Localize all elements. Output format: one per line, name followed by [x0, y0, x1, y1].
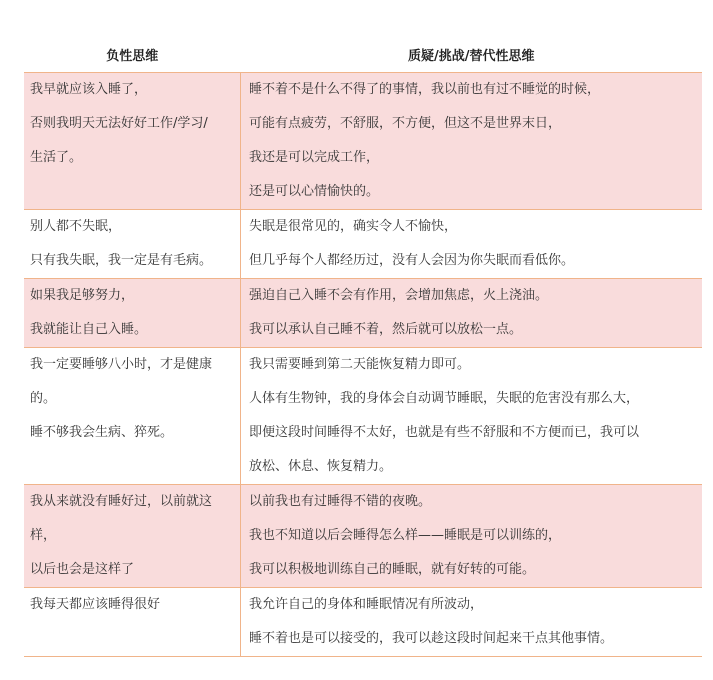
negative-thought-cell [24, 210, 241, 279]
alternative-thought-cell [241, 210, 703, 279]
cell-line: 别人都不失眠， [30, 219, 122, 234]
header-negative-thoughts: 负性思维 [24, 36, 241, 73]
table-row [24, 210, 702, 279]
cell-line: 我每天都应该睡得很好 [30, 597, 161, 612]
cell-line: 否则我明天无法好好工作/学习/ [30, 116, 208, 131]
cell-line: 我一定要睡够八小时，才是健康 [30, 357, 213, 372]
cell-line: 我从来就没有睡好过，以前就这 [30, 494, 213, 509]
table-row [24, 588, 702, 657]
negative-thought-cell [24, 279, 241, 348]
cell-line: 如果我足够努力， [30, 288, 135, 303]
cell-line: 但几乎每个人都经历过，没有人会因为你失眠而看低你。 [249, 253, 575, 268]
table-row [24, 279, 702, 348]
cell-line: 人体有生物钟，我的身体会自动调节睡眠，失眠的危害没有那么大， [249, 391, 640, 406]
cell-line: 我也不知道以后会睡得怎么样——睡眠是可以训练的， [249, 528, 562, 543]
cell-line: 睡不够我会生病、猝死。 [30, 425, 174, 440]
cell-line: 样， [30, 528, 57, 543]
alternative-thought-cell [241, 279, 703, 348]
cell-line: 我只需要睡到第二天能恢复精力即可。 [249, 357, 471, 372]
cell-line: 我可以积极地训练自己的睡眠，就有好转的可能。 [249, 562, 536, 577]
alternative-thought-cell [241, 73, 703, 210]
negative-thought-cell [24, 348, 241, 485]
cell-line: 以后也会是这样了 [30, 562, 135, 577]
cell-line: 的。 [30, 391, 57, 406]
alternative-thought-cell [241, 348, 703, 485]
cell-line: 我可以承认自己睡不着，然后就可以放松一点。 [249, 322, 523, 337]
cell-line: 我就能让自己入睡。 [30, 322, 148, 337]
cell-line: 还是可以心情愉快的。 [249, 184, 380, 199]
alternative-thought-cell [241, 485, 703, 588]
cell-line: 生活了。 [30, 150, 83, 165]
cell-line: 强迫自己入睡不会有作用，会增加焦虑，火上浇油。 [249, 288, 549, 303]
table-row [24, 485, 702, 588]
thoughts-table [24, 36, 702, 657]
cell-line: 我早就应该入睡了， [30, 82, 148, 97]
negative-thought-cell [24, 73, 241, 210]
cell-line: 睡不着也是可以接受的，我可以趁这段时间起来干点其他事情。 [249, 631, 614, 646]
alternative-thought-cell [241, 588, 703, 657]
cell-line: 我还是可以完成工作， [249, 150, 380, 165]
negative-thought-cell [24, 588, 241, 657]
cell-line: 失眠是很常见的，确实令人不愉快， [249, 219, 458, 234]
table-row [24, 348, 702, 485]
header-alternative-thoughts: 质疑/挑战/替代性思维 [241, 36, 703, 73]
table-row [24, 73, 702, 210]
cell-line: 即便这段时间睡得不太好，也就是有些不舒服和不方便而已，我可以 [249, 425, 640, 440]
cell-line: 只有我失眠，我一定是有毛病。 [30, 253, 213, 268]
cell-line: 放松、休息、恢复精力。 [249, 459, 393, 474]
cell-line: 我允许自己的身体和睡眠情况有所波动， [249, 597, 484, 612]
cell-line: 可能有点疲劳，不舒服，不方便，但这不是世界末日， [249, 116, 562, 131]
cell-line: 以前我也有过睡得不错的夜晚。 [249, 494, 432, 509]
negative-thought-cell [24, 485, 241, 588]
cell-line: 睡不着不是什么不得了的事情，我以前也有过不睡觉的时候， [249, 82, 601, 97]
table-header-row [24, 36, 702, 73]
